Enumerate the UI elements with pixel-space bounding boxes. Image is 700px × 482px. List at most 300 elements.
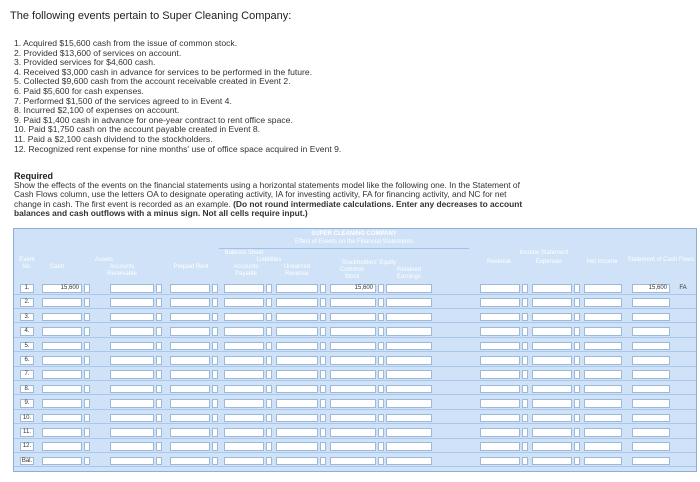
activity-code[interactable] [674, 457, 692, 466]
operator-cell[interactable] [212, 457, 218, 466]
input-cell-common-stock[interactable] [330, 399, 376, 408]
operator-cell[interactable] [378, 298, 384, 307]
input-cell-revenue[interactable] [480, 284, 520, 293]
input-cell-common-stock[interactable] [330, 370, 376, 379]
input-cell-cash[interactable] [42, 298, 82, 307]
activity-code[interactable] [674, 313, 692, 322]
activity-code[interactable] [674, 399, 692, 408]
input-cell-net-income[interactable] [584, 442, 622, 451]
input-cell-unearned[interactable] [276, 385, 318, 394]
input-cell-expenses[interactable] [532, 457, 572, 466]
input-cell-ap[interactable] [224, 414, 264, 423]
input-cell-ar[interactable] [110, 457, 154, 466]
required-note: (Do not round intermediate calculations. Enter any decreases to account balances and cash outflows with a minus sign. Not all cells require input.) [14, 198, 523, 219]
operator-cell[interactable] [84, 356, 90, 365]
input-cell-cash[interactable] [42, 399, 82, 408]
input-cell-cf[interactable] [632, 313, 670, 322]
activity-code[interactable] [674, 342, 692, 351]
input-cell-cf[interactable] [632, 327, 670, 336]
input-cell-unearned[interactable] [276, 414, 318, 423]
operator-cell[interactable] [212, 414, 218, 423]
input-cell-net-income[interactable] [584, 428, 622, 437]
table-subtitle: Effect of Events on the Financial Statements [295, 239, 413, 245]
event-no-header: Event No. [19, 257, 35, 270]
input-cell-ar[interactable] [110, 370, 154, 379]
input-cell-cf[interactable] [632, 298, 670, 307]
operator-cell[interactable] [320, 313, 326, 322]
input-cell-expenses[interactable] [532, 342, 572, 351]
table-row [14, 384, 696, 396]
input-cell-cf[interactable] [632, 399, 670, 408]
input-cell-revenue[interactable] [480, 442, 520, 451]
operator-cell[interactable] [522, 298, 528, 307]
event-number: 6. [20, 356, 34, 365]
assets-header: Assets [94, 257, 113, 263]
operator-cell[interactable] [266, 298, 272, 307]
operator-cell[interactable] [574, 284, 580, 293]
operator-cell[interactable] [522, 428, 528, 437]
input-cell-ar[interactable] [110, 298, 154, 307]
input-cell-expenses[interactable] [532, 428, 572, 437]
operator-cell[interactable] [156, 414, 162, 423]
input-cell-revenue[interactable] [480, 313, 520, 322]
operator-cell[interactable] [266, 457, 272, 466]
input-cell-unearned[interactable] [276, 298, 318, 307]
operator-cell[interactable] [266, 327, 272, 336]
input-cell-common-stock[interactable] [330, 356, 376, 365]
operator-cell[interactable] [84, 342, 90, 351]
input-cell-expenses[interactable] [532, 313, 572, 322]
operator-cell[interactable] [266, 399, 272, 408]
operator-cell[interactable] [320, 370, 326, 379]
input-cell-expenses[interactable] [532, 284, 572, 293]
activity-code[interactable] [674, 414, 692, 423]
input-cell-expenses[interactable] [532, 327, 572, 336]
input-cell-ap[interactable] [224, 342, 264, 351]
input-cell-cf[interactable] [632, 385, 670, 394]
input-cell-unearned[interactable] [276, 370, 318, 379]
operator-cell[interactable] [378, 457, 384, 466]
input-cell-prepaid-rent[interactable] [170, 457, 210, 466]
input-cell-cash[interactable] [42, 457, 82, 466]
input-cell-retained[interactable] [386, 298, 432, 307]
input-cell-prepaid-rent[interactable] [170, 298, 210, 307]
input-cell-retained[interactable] [386, 327, 432, 336]
event-item: 10. Paid $1,750 cash on the account payable created in Event 8. [14, 124, 261, 135]
input-cell-cf[interactable] [632, 370, 670, 379]
operator-cell[interactable] [212, 442, 218, 451]
activity-code[interactable] [674, 428, 692, 437]
input-cell-revenue[interactable] [480, 457, 520, 466]
input-cell-cf[interactable]: 15,600 [632, 284, 670, 293]
input-cell-retained[interactable] [386, 399, 432, 408]
operator-cell[interactable] [522, 457, 528, 466]
input-cell-ap[interactable] [224, 284, 264, 293]
input-cell-common-stock[interactable]: 15,600 [330, 284, 376, 293]
input-cell-prepaid-rent[interactable] [170, 327, 210, 336]
operator-cell[interactable] [84, 399, 90, 408]
operator-cell[interactable] [378, 313, 384, 322]
operator-cell[interactable] [266, 284, 272, 293]
input-cell-common-stock[interactable] [330, 414, 376, 423]
input-cell-ar[interactable] [110, 356, 154, 365]
operator-cell[interactable] [156, 370, 162, 379]
input-cell-revenue[interactable] [480, 385, 520, 394]
operator-cell[interactable] [574, 399, 580, 408]
activity-code[interactable]: FA [679, 285, 687, 291]
input-cell-cash[interactable] [42, 385, 82, 394]
input-cell-ap[interactable] [224, 457, 264, 466]
input-cell-cf[interactable] [632, 428, 670, 437]
operator-cell[interactable] [266, 442, 272, 451]
activity-code[interactable] [674, 442, 692, 451]
operator-cell[interactable] [574, 414, 580, 423]
equity-header: Stockholders' Equity [341, 260, 397, 266]
input-cell-retained[interactable] [386, 442, 432, 451]
operator-cell[interactable] [84, 442, 90, 451]
input-cell-revenue[interactable] [480, 414, 520, 423]
operator-cell[interactable] [574, 457, 580, 466]
input-cell-retained[interactable] [386, 428, 432, 437]
input-cell-prepaid-rent[interactable] [170, 414, 210, 423]
input-cell-net-income[interactable] [584, 370, 622, 379]
event-item: 8. Incurred $2,100 of expenses on account. [14, 105, 180, 116]
operator-cell[interactable] [212, 370, 218, 379]
operator-cell[interactable] [266, 342, 272, 351]
operator-cell[interactable] [574, 385, 580, 394]
operator-cell[interactable] [574, 298, 580, 307]
operator-cell[interactable] [320, 457, 326, 466]
input-cell-retained[interactable] [386, 284, 432, 293]
event-number: 7. [20, 370, 34, 379]
input-cell-ar[interactable] [110, 342, 154, 351]
operator-cell[interactable] [156, 342, 162, 351]
input-cell-retained[interactable] [386, 457, 432, 466]
operator-cell[interactable] [156, 313, 162, 322]
operator-cell[interactable] [84, 327, 90, 336]
operator-cell[interactable] [266, 385, 272, 394]
input-cell-ap[interactable] [224, 356, 264, 365]
operator-cell[interactable] [212, 385, 218, 394]
col-unearned-revenue: Unearned Revenue [283, 264, 311, 277]
input-cell-cash[interactable] [42, 428, 82, 437]
operator-cell[interactable] [156, 284, 162, 293]
operator-cell[interactable] [574, 442, 580, 451]
operator-cell[interactable] [522, 356, 528, 365]
table-row [14, 369, 696, 381]
input-cell-ar[interactable] [110, 428, 154, 437]
operator-cell[interactable] [378, 342, 384, 351]
operator-cell[interactable] [320, 385, 326, 394]
operator-cell[interactable] [266, 370, 272, 379]
events-list [14, 39, 341, 154]
operator-cell[interactable] [156, 442, 162, 451]
operator-cell[interactable] [378, 356, 384, 365]
input-cell-ap[interactable] [224, 313, 264, 322]
operator-cell[interactable] [212, 284, 218, 293]
activity-code[interactable] [674, 385, 692, 394]
operator-cell[interactable] [522, 385, 528, 394]
operator-cell[interactable] [266, 313, 272, 322]
input-cell-common-stock[interactable] [330, 442, 376, 451]
activity-code[interactable] [674, 370, 692, 379]
input-cell-cash[interactable] [42, 370, 82, 379]
input-cell-retained[interactable] [386, 342, 432, 351]
operator-cell[interactable] [574, 342, 580, 351]
input-cell-ap[interactable] [224, 385, 264, 394]
input-cell-ar[interactable] [110, 313, 154, 322]
input-cell-cash[interactable] [42, 327, 82, 336]
operator-cell[interactable] [522, 327, 528, 336]
input-cell-net-income[interactable] [584, 457, 622, 466]
operator-cell[interactable] [156, 385, 162, 394]
input-cell-cf[interactable] [632, 457, 670, 466]
input-cell-prepaid-rent[interactable] [170, 370, 210, 379]
input-cell-cash[interactable] [42, 356, 82, 365]
input-cell-ar[interactable] [110, 399, 154, 408]
input-cell-revenue[interactable] [480, 298, 520, 307]
input-cell-cash[interactable] [42, 442, 82, 451]
input-cell-retained[interactable] [386, 414, 432, 423]
input-cell-revenue[interactable] [480, 370, 520, 379]
col-retained-earnings: Retained Earnings [396, 267, 422, 280]
operator-cell[interactable] [266, 356, 272, 365]
input-cell-expenses[interactable] [532, 442, 572, 451]
operator-cell[interactable] [266, 428, 272, 437]
operator-cell[interactable] [84, 414, 90, 423]
operator-cell[interactable] [212, 327, 218, 336]
operator-cell[interactable] [574, 370, 580, 379]
input-cell-ar[interactable] [110, 385, 154, 394]
input-cell-expenses[interactable] [532, 385, 572, 394]
input-cell-unearned[interactable] [276, 284, 318, 293]
table-row [14, 398, 696, 410]
operator-cell[interactable] [266, 414, 272, 423]
operator-cell[interactable] [156, 298, 162, 307]
input-cell-common-stock[interactable] [330, 428, 376, 437]
operator-cell[interactable] [84, 284, 90, 293]
input-cell-common-stock[interactable] [330, 313, 376, 322]
input-cell-net-income[interactable] [584, 356, 622, 365]
input-cell-unearned[interactable] [276, 428, 318, 437]
operator-cell[interactable] [574, 313, 580, 322]
input-cell-cf[interactable] [632, 442, 670, 451]
input-cell-unearned[interactable] [276, 313, 318, 322]
input-cell-expenses[interactable] [532, 399, 572, 408]
event-item: 5. Collected $9,600 cash from the account receivable created in Event 2. [14, 76, 291, 87]
input-cell-unearned[interactable] [276, 327, 318, 336]
input-cell-revenue[interactable] [480, 399, 520, 408]
input-cell-revenue[interactable] [480, 342, 520, 351]
input-cell-net-income[interactable] [584, 399, 622, 408]
operator-cell[interactable] [574, 428, 580, 437]
input-cell-prepaid-rent[interactable] [170, 442, 210, 451]
input-cell-cf[interactable] [632, 342, 670, 351]
input-cell-ar[interactable] [110, 327, 154, 336]
operator-cell[interactable] [212, 399, 218, 408]
operator-cell[interactable] [320, 298, 326, 307]
operator-cell[interactable] [84, 298, 90, 307]
operator-cell[interactable] [320, 284, 326, 293]
event-number: 9. [20, 399, 34, 408]
table-row [14, 355, 696, 367]
input-cell-ar[interactable] [110, 442, 154, 451]
operator-cell[interactable] [378, 370, 384, 379]
operator-cell[interactable] [320, 399, 326, 408]
input-cell-net-income[interactable] [584, 385, 622, 394]
col-accounts-receivable: Accounts Receivable [107, 264, 137, 277]
input-cell-revenue[interactable] [480, 327, 520, 336]
operator-cell[interactable] [574, 327, 580, 336]
operator-cell[interactable] [212, 342, 218, 351]
input-cell-expenses[interactable] [532, 370, 572, 379]
event-number: 5. [20, 342, 34, 351]
input-cell-ar[interactable] [110, 284, 154, 293]
operator-cell[interactable] [84, 313, 90, 322]
input-cell-unearned[interactable] [276, 342, 318, 351]
operator-cell[interactable] [84, 370, 90, 379]
event-item: 1. Acquired $15,600 cash from the issue of common stock. [14, 38, 238, 48]
input-cell-retained[interactable] [386, 313, 432, 322]
input-cell-unearned[interactable] [276, 356, 318, 365]
input-cell-ap[interactable] [224, 327, 264, 336]
activity-code[interactable] [674, 356, 692, 365]
operator-cell[interactable] [522, 442, 528, 451]
input-cell-common-stock[interactable] [330, 298, 376, 307]
statements-model-table [13, 228, 697, 472]
input-cell-revenue[interactable] [480, 356, 520, 365]
operator-cell[interactable] [378, 428, 384, 437]
operator-cell[interactable] [320, 414, 326, 423]
input-cell-net-income[interactable] [584, 342, 622, 351]
operator-cell[interactable] [522, 399, 528, 408]
input-cell-cash[interactable] [42, 342, 82, 351]
operator-cell[interactable] [320, 342, 326, 351]
input-cell-net-income[interactable] [584, 298, 622, 307]
event-item: 12. Recognized rent expense for nine months' use of office space acquired in Event 9. [14, 143, 342, 154]
operator-cell[interactable] [212, 428, 218, 437]
input-cell-retained[interactable] [386, 385, 432, 394]
liabilities-header: Liabilities [256, 257, 282, 263]
input-cell-cash[interactable] [42, 414, 82, 423]
input-cell-ap[interactable] [224, 298, 264, 307]
operator-cell[interactable] [212, 298, 218, 307]
input-cell-net-income[interactable] [584, 414, 622, 423]
input-cell-expenses[interactable] [532, 356, 572, 365]
input-cell-prepaid-rent[interactable] [170, 399, 210, 408]
operator-cell[interactable] [378, 385, 384, 394]
event-number: 8. [20, 385, 34, 394]
activity-code[interactable] [674, 298, 692, 307]
col-accounts-payable: Accounts Payable [233, 264, 259, 277]
input-cell-ap[interactable] [224, 428, 264, 437]
operator-cell[interactable] [320, 327, 326, 336]
operator-cell[interactable] [84, 428, 90, 437]
input-cell-unearned[interactable] [276, 442, 318, 451]
operator-cell[interactable] [522, 313, 528, 322]
input-cell-prepaid-rent[interactable] [170, 356, 210, 365]
operator-cell[interactable] [378, 284, 384, 293]
operator-cell[interactable] [156, 457, 162, 466]
input-cell-retained[interactable] [386, 370, 432, 379]
input-cell-common-stock[interactable] [330, 457, 376, 466]
input-cell-cash[interactable] [42, 313, 82, 322]
operator-cell[interactable] [212, 313, 218, 322]
operator-cell[interactable] [84, 385, 90, 394]
input-cell-prepaid-rent[interactable] [170, 284, 210, 293]
operator-cell[interactable] [522, 414, 528, 423]
input-cell-cf[interactable] [632, 356, 670, 365]
input-cell-prepaid-rent[interactable] [170, 313, 210, 322]
table-row [14, 456, 696, 468]
operator-cell[interactable] [84, 457, 90, 466]
required-instructions: Show the effects of the events on the financial statements using a horizontal statements model like the following one. In the Statement of Cash Flows column, use the letters OA to designate operating activity, IA for investing activity, FA for financing activity, and NC for net change in cash. The first event is recorded as an example. [14, 180, 520, 209]
col-prepaid-rent: Prepaid Rent [173, 264, 209, 270]
input-cell-unearned[interactable] [276, 399, 318, 408]
operator-cell[interactable] [212, 356, 218, 365]
table-row [14, 326, 696, 338]
operator-cell[interactable] [156, 428, 162, 437]
operator-cell[interactable] [320, 428, 326, 437]
col-revenue: Revenue [486, 259, 512, 265]
operator-cell[interactable] [574, 356, 580, 365]
operator-cell[interactable] [156, 399, 162, 408]
input-cell-common-stock[interactable] [330, 342, 376, 351]
input-cell-expenses[interactable] [532, 298, 572, 307]
operator-cell[interactable] [378, 399, 384, 408]
input-cell-unearned[interactable] [276, 457, 318, 466]
input-cell-ap[interactable] [224, 370, 264, 379]
operator-cell[interactable] [320, 356, 326, 365]
input-cell-net-income[interactable] [584, 284, 622, 293]
input-cell-common-stock[interactable] [330, 327, 376, 336]
operator-cell[interactable] [522, 342, 528, 351]
event-number: Bal. [21, 457, 33, 464]
operator-cell[interactable] [156, 327, 162, 336]
input-cell-ar[interactable] [110, 414, 154, 423]
operator-cell[interactable] [522, 370, 528, 379]
operator-cell[interactable] [320, 442, 326, 451]
table-row [14, 283, 696, 295]
event-item: 7. Performed $1,500 of the services agreed to in Event 4. [14, 95, 232, 106]
required-heading: Required [14, 171, 54, 181]
input-cell-prepaid-rent[interactable] [170, 428, 210, 437]
input-cell-expenses[interactable] [532, 414, 572, 423]
input-cell-prepaid-rent[interactable] [170, 385, 210, 394]
event-number: 4. [20, 327, 34, 336]
input-cell-common-stock[interactable] [330, 385, 376, 394]
activity-code[interactable] [674, 327, 692, 336]
operator-cell[interactable] [378, 414, 384, 423]
input-cell-net-income[interactable] [584, 327, 622, 336]
operator-cell[interactable] [378, 327, 384, 336]
operator-cell[interactable] [156, 356, 162, 365]
input-cell-revenue[interactable] [480, 428, 520, 437]
event-item: 6. Paid $5,600 for cash expenses. [14, 85, 144, 96]
input-cell-net-income[interactable] [584, 313, 622, 322]
input-cell-prepaid-rent[interactable] [170, 342, 210, 351]
input-cell-cash[interactable]: 15,600 [42, 284, 82, 293]
event-item: 9. Paid $1,400 cash in advance for one-year contract to rent office space. [14, 114, 293, 125]
input-cell-cf[interactable] [632, 414, 670, 423]
input-cell-ap[interactable] [224, 442, 264, 451]
event-item: 3. Provided services for $4,600 cash. [14, 57, 156, 68]
operator-cell[interactable] [378, 442, 384, 451]
operator-cell[interactable] [522, 284, 528, 293]
table-row [14, 312, 696, 324]
input-cell-ap[interactable] [224, 399, 264, 408]
input-cell-retained[interactable] [386, 356, 432, 365]
